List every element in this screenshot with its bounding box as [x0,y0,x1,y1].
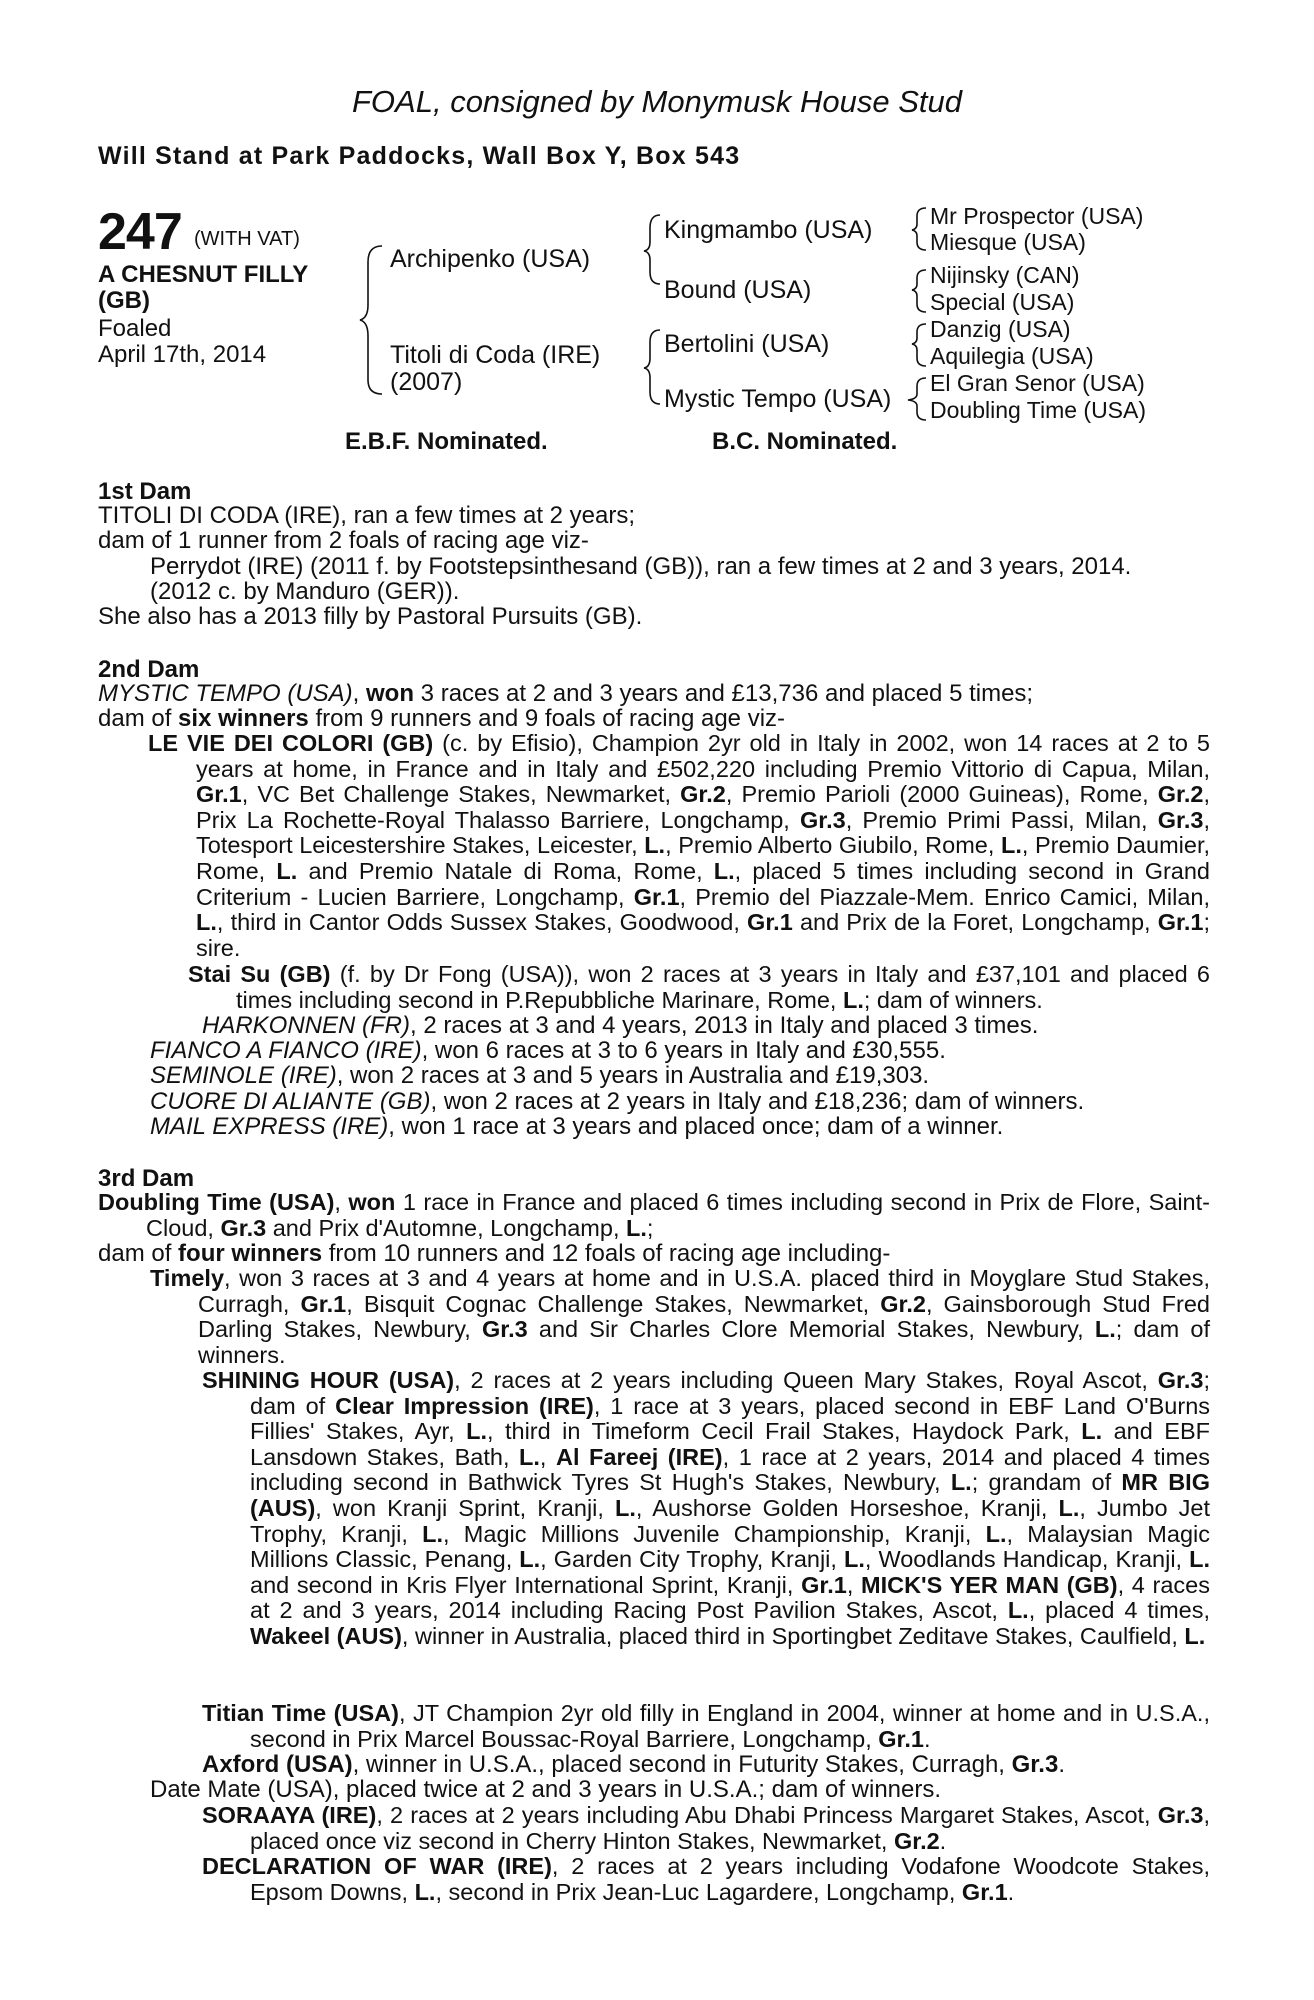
produce-date-mate: Date Mate (USA), placed twice at 2 and 3 years in U.S.A.; dam of winners. [150,1776,942,1803]
dam-dam: Mystic Tempo (USA) [664,385,892,413]
text: (c. by Efisio), Champion 2yr old in Italy in 2002, won 14 races at 2 to 5 years at home, in France and in Italy and £502,220 including Premio Vittorio di Capua, Milan, [196,730,1210,782]
text: won [348,1189,396,1215]
dam: Titoli di Coda (IRE) [390,341,601,369]
horse-name: MAIL EXPRESS (IRE) [150,1113,389,1140]
text: . [923,1725,931,1752]
text: L. [519,1443,540,1470]
dam-year: (2007) [390,368,463,396]
bracket-gen1 [360,246,382,394]
text: L. [1189,1546,1211,1573]
text: . [1007,1878,1015,1905]
text: , Gainsborough Stud Fred Darling Stakes, Newbury, [198,1290,1210,1343]
produce-axford [202,1752,1065,1778]
text: , Prix La Rochette-Royal Thalasso Barriere, Longchamp, [196,781,1210,833]
produce-cuore [150,1089,1084,1115]
produce-soraaya [202,1803,1210,1854]
horse-name: HARKONNEN (FR) [202,1012,410,1039]
text: L. [1081,1418,1103,1445]
text: won [366,680,415,707]
text: L. [1007,1597,1029,1624]
text: , second in Prix Jean-Luc Lagardere, Longchamp, [435,1878,962,1905]
text: , placed 4 times, [1028,1597,1210,1624]
text: from 9 runners and 9 foals of racing age viz- [308,705,786,732]
text: Gr.2 [1157,781,1204,808]
text: and Premio Natale di Roma, Rome, [297,857,714,884]
ss-dam: Miesque (USA) [930,229,1086,255]
text: Gr.3 [1157,1367,1204,1393]
text: L. [196,909,217,936]
horse-name: Al Fareej (IRE) [555,1443,723,1470]
text: , JT Champion 2yr old filly in England in 2004, winner at home and in U.S.A., second in Prix Marcel Boussac-Royal Barriere, Longchamp, [250,1700,1210,1752]
produce-timely [150,1266,1210,1368]
horse-name: LE VIE DEI COLORI (GB) [148,730,434,756]
text: , Premio Primi Passi, Milan, [845,806,1158,833]
text: Gr.1 [633,883,680,910]
sire-sire: Kingmambo (USA) [664,216,873,244]
text: L. [1000,832,1022,859]
foaled-label: Foaled [98,315,172,342]
text: , VC Bet Challenge Stakes, Newmarket, [241,781,681,808]
text: , Woodlands Handicap, Kranji, [864,1546,1190,1573]
text: Gr.3 [481,1316,528,1343]
text: L. [985,1520,1007,1547]
horse-name: Timely [150,1265,225,1291]
horse-name: SORAAYA (IRE) [202,1802,377,1828]
text: L. [644,832,666,859]
stand-location: Will Stand at Park Paddocks, Wall Box Y, Box 543 [98,142,741,170]
horse-name: Doubling Time (USA) [98,1189,335,1215]
text: , Premio Alberto Giubilo, Rome, [665,832,1001,859]
text: , won 2 races at 2 years in Italy and £18,236; dam of winners. [430,1088,1085,1115]
text: ; grandam of [971,1469,1122,1496]
dam3-produce-line [98,1241,890,1267]
sire: Archipenko (USA) [390,245,591,273]
text: L. [713,857,735,884]
text: , won 2 races at 3 and 5 years in Australia and £19,303. [336,1062,930,1089]
text: , placed once viz second in Cherry Hinton Stakes, Newmarket, [250,1802,1210,1854]
lot-description: A CHESNUT FILLY [98,261,309,288]
text: Gr.1 [961,1878,1008,1905]
produce-mail-express [150,1114,1003,1140]
text: , 4 races at 2 and 3 years, 2014 including Racing Post Pavilion Stakes, Ascot, [250,1571,1210,1624]
text: , Magic Millions Juvenile Championship, Kranji, [443,1520,986,1547]
horse-name: CUORE DI ALIANTE (GB) [150,1088,431,1115]
text: 1 race in France and placed 6 times including second in Prix de Flore, Saint-Cloud, [146,1189,1210,1241]
horse-name: MICK'S YER MAN (GB) [861,1571,1118,1598]
bracket-gen2-dam [644,330,660,404]
dam2-produce-line [98,706,785,732]
horse-name: SHINING HOUR (USA) [202,1367,455,1393]
lot-country: (GB) [98,287,150,314]
sd-dam: Special (USA) [930,289,1075,315]
text: , won 6 races at 3 to 6 years in Italy and £30,555. [421,1037,946,1064]
text: (f. by Dr Fong (USA)), won 2 races at 3 years in Italy and £37,101 and placed 6 times including second in P.Repubbliche Marinare, Rome, [236,961,1211,1013]
horse-name: Wakeel (AUS) [250,1622,402,1649]
text: Gr.3 [1011,1751,1059,1778]
horse-name: DECLARATION OF WAR (IRE) [202,1853,552,1879]
sire-dam: Bound (USA) [664,276,812,304]
text: , third in Cantor Odds Sussex Stakes, Goodwood, [216,909,748,936]
text: L. [1094,1316,1116,1343]
vat-label: (WITH VAT) [194,228,300,250]
dam1-line: Perrydot (IRE) (2011 f. by Footstepsinthesand (GB)), ran a few times at 2 and 3 years, 2014. [150,553,1132,580]
bracket-gen3-d [908,378,926,420]
sd-sire: Nijinsky (CAN) [930,262,1080,288]
text: , won Kranji Sprint, Kranji, [315,1494,616,1521]
text: , Malaysian Magic Millions Classic, Penang, [250,1520,1210,1573]
produce-titian-time [202,1701,1210,1752]
text: , placed 5 times including second in Grand Criterium - Lucien Barriere, Longchamp, [196,857,1211,910]
text: Gr.1 [747,909,793,936]
text: Gr.1 [878,1725,924,1752]
bracket-gen3-b [912,270,926,312]
text: , won 3 races at 3 and 4 years at home and in U.S.A. placed third in Moyglare Stud Stakes, Curragh, [198,1265,1210,1317]
text: L. [842,986,864,1013]
text: , Premio del Piazzale-Mem. Enrico Camici, Milan, [679,883,1210,910]
text: , 2 races at 2 years including Abu Dhabi Princess Margaret Stakes, Ascot, [376,1802,1158,1828]
text: L. [276,857,298,884]
text: L. [1058,1494,1080,1521]
ds-dam: Aquilegia (USA) [930,343,1094,369]
bracket-gen3-c [912,324,926,366]
text: , [352,680,367,707]
text: , 2 races at 2 years including Queen Mary Stakes, Royal Ascot, [454,1367,1158,1393]
text: Gr.1 [196,781,242,808]
dam3-record [98,1190,1210,1241]
text: and Prix d'Automne, Longchamp, [266,1214,627,1241]
text: L. [615,1494,636,1521]
text: L. [843,1546,865,1573]
lot-number: 247 [98,203,182,261]
text: , [334,1189,349,1215]
text: and second in Kris Flyer International Sprint, Kranji, [250,1571,802,1598]
bc-nominated: B.C. Nominated. [712,428,898,455]
text: , 2 races at 2 years including Vodafone Woodcote Stakes, Epsom Downs, [250,1853,1210,1905]
text: L. [950,1469,972,1496]
text: ; sire. [196,909,1210,961]
text: 3 races at 2 and 3 years and £13,736 and placed 5 times; [414,680,1034,707]
horse-name: FIANCO A FIANCO (IRE) [150,1037,422,1064]
text: Gr.2 [880,1290,926,1317]
text: ; dam of winners. [863,986,1043,1013]
produce-lvdc [148,731,1210,961]
text: , Premio Daumier, Rome, [196,832,1210,884]
ebf-nominated: E.B.F. Nominated. [345,428,548,455]
text: six winners [178,705,309,732]
text: , Jumbo Jet Trophy, Kranji, [250,1494,1210,1547]
text: and Prix de la Foret, Longchamp, [792,909,1158,936]
text: L. [626,1214,647,1241]
ds-sire: Danzig (USA) [930,316,1071,342]
text: , Bisquit Cognac Challenge Stakes, Newmarket, [346,1290,881,1317]
text: , [539,1443,556,1470]
text: L. [422,1520,444,1547]
dam2-record [98,681,1033,707]
dam1-line: She also has a 2013 filly by Pastoral Pursuits (GB). [98,603,643,630]
text: , winner in Australia, placed third in Sportingbet Zeditave Stakes, Caulfield, [401,1622,1185,1649]
text: Gr.2 [893,1827,940,1854]
text: L. [466,1418,487,1445]
horse-name: SEMINOLE (IRE) [150,1062,337,1089]
text: , Garden City Trophy, Kranji, [540,1546,844,1573]
text: and Sir Charles Clore Memorial Stakes, Newbury, [527,1316,1095,1343]
text: Gr.3 [799,806,846,833]
foaled-date: April 17th, 2014 [98,341,267,368]
dd-sire: El Gran Senor (USA) [930,370,1145,396]
text: Gr.2 [680,781,726,808]
text: Gr.3 [1157,1802,1204,1828]
dam2-produce-list [148,731,1210,961]
text: dam of [98,1240,179,1267]
text: L. [414,1878,436,1905]
text: and EBF Lansdown Stakes, Bath, [250,1418,1210,1470]
ss-sire: Mr Prospector (USA) [930,203,1144,229]
dd-dam: Doubling Time (USA) [930,397,1147,423]
text: four winners [178,1240,323,1267]
text: , 2 races at 3 and 4 years, 2013 in Italy and placed 3 times. [410,1012,1039,1039]
dam2-heading: 2nd Dam [98,656,200,683]
text: L. [519,1546,541,1573]
text: , Totesport Leicestershire Stakes, Leicester, [196,806,1210,859]
produce-seminole [150,1063,929,1089]
horse-name: Stai Su (GB) [188,961,331,987]
text: , 1 race at 2 years, 2014 and placed 4 times including second in Bathwick Tyres St Hugh's Stakes, Newbury, [250,1443,1211,1496]
dam1-line: dam of 1 runner from 2 foals of racing age viz- [98,527,589,554]
horse-name: Axford (USA) [202,1751,353,1778]
text: dam of [98,705,179,732]
produce-declaration-of-war [202,1854,1210,1905]
bracket-gen3-a [912,208,926,250]
foal-title: FOAL, consigned by Monymusk House Stud [352,84,962,119]
dam1-line: (2012 c. by Manduro (GER)). [150,578,460,605]
produce-shining-hour [202,1368,1210,1650]
horse-name: MR BIG (AUS) [250,1469,1210,1521]
text: from 10 runners and 12 foals of racing age including- [322,1240,891,1267]
text: Gr.1 [801,1571,847,1598]
dam-sire: Bertolini (USA) [664,330,830,358]
text: , third in Timeform Cecil Frail Stakes, Haydock Park, [486,1418,1082,1445]
dam1-line: TITOLI DI CODA (IRE), ran a few times at 2 years; [98,502,636,529]
text: L. [1184,1622,1206,1649]
text: , [846,1571,862,1598]
text: Gr.3 [220,1214,267,1241]
text: ; dam of winners. [198,1316,1210,1368]
horse-name: Titian Time (USA) [202,1700,399,1726]
dam1-heading: 1st Dam [98,478,192,505]
produce-harkonnen [202,1013,1038,1039]
dam2-name: MYSTIC TEMPO (USA) [98,680,353,707]
text: , Aushorse Golden Horseshoe, Kranji, [635,1494,1059,1521]
produce-fianco [150,1038,946,1064]
text: . [939,1827,947,1854]
text: , winner in U.S.A., placed second in Futurity Stakes, Curragh, [352,1751,1012,1778]
text: , won 1 race at 3 years and placed once; dam of a winner. [388,1113,1004,1140]
text: Gr.3 [1157,806,1204,833]
text: , Premio Parioli (2000 Guineas), Rome, [725,781,1158,808]
text: ; [646,1214,654,1241]
text: Gr.1 [300,1290,347,1317]
dam3-heading: 3rd Dam [98,1165,195,1192]
text: , 1 race at 3 years, placed second in EBF Land O'Burns Fillies' Stakes, Ayr, [250,1392,1211,1445]
text: ; dam of [250,1367,1210,1419]
bracket-gen2-sire [644,215,660,284]
text: . [1058,1751,1065,1778]
horse-name: Clear Impression (IRE) [335,1392,594,1419]
text: Gr.1 [1157,909,1204,936]
produce-stai-su [188,962,1210,1013]
